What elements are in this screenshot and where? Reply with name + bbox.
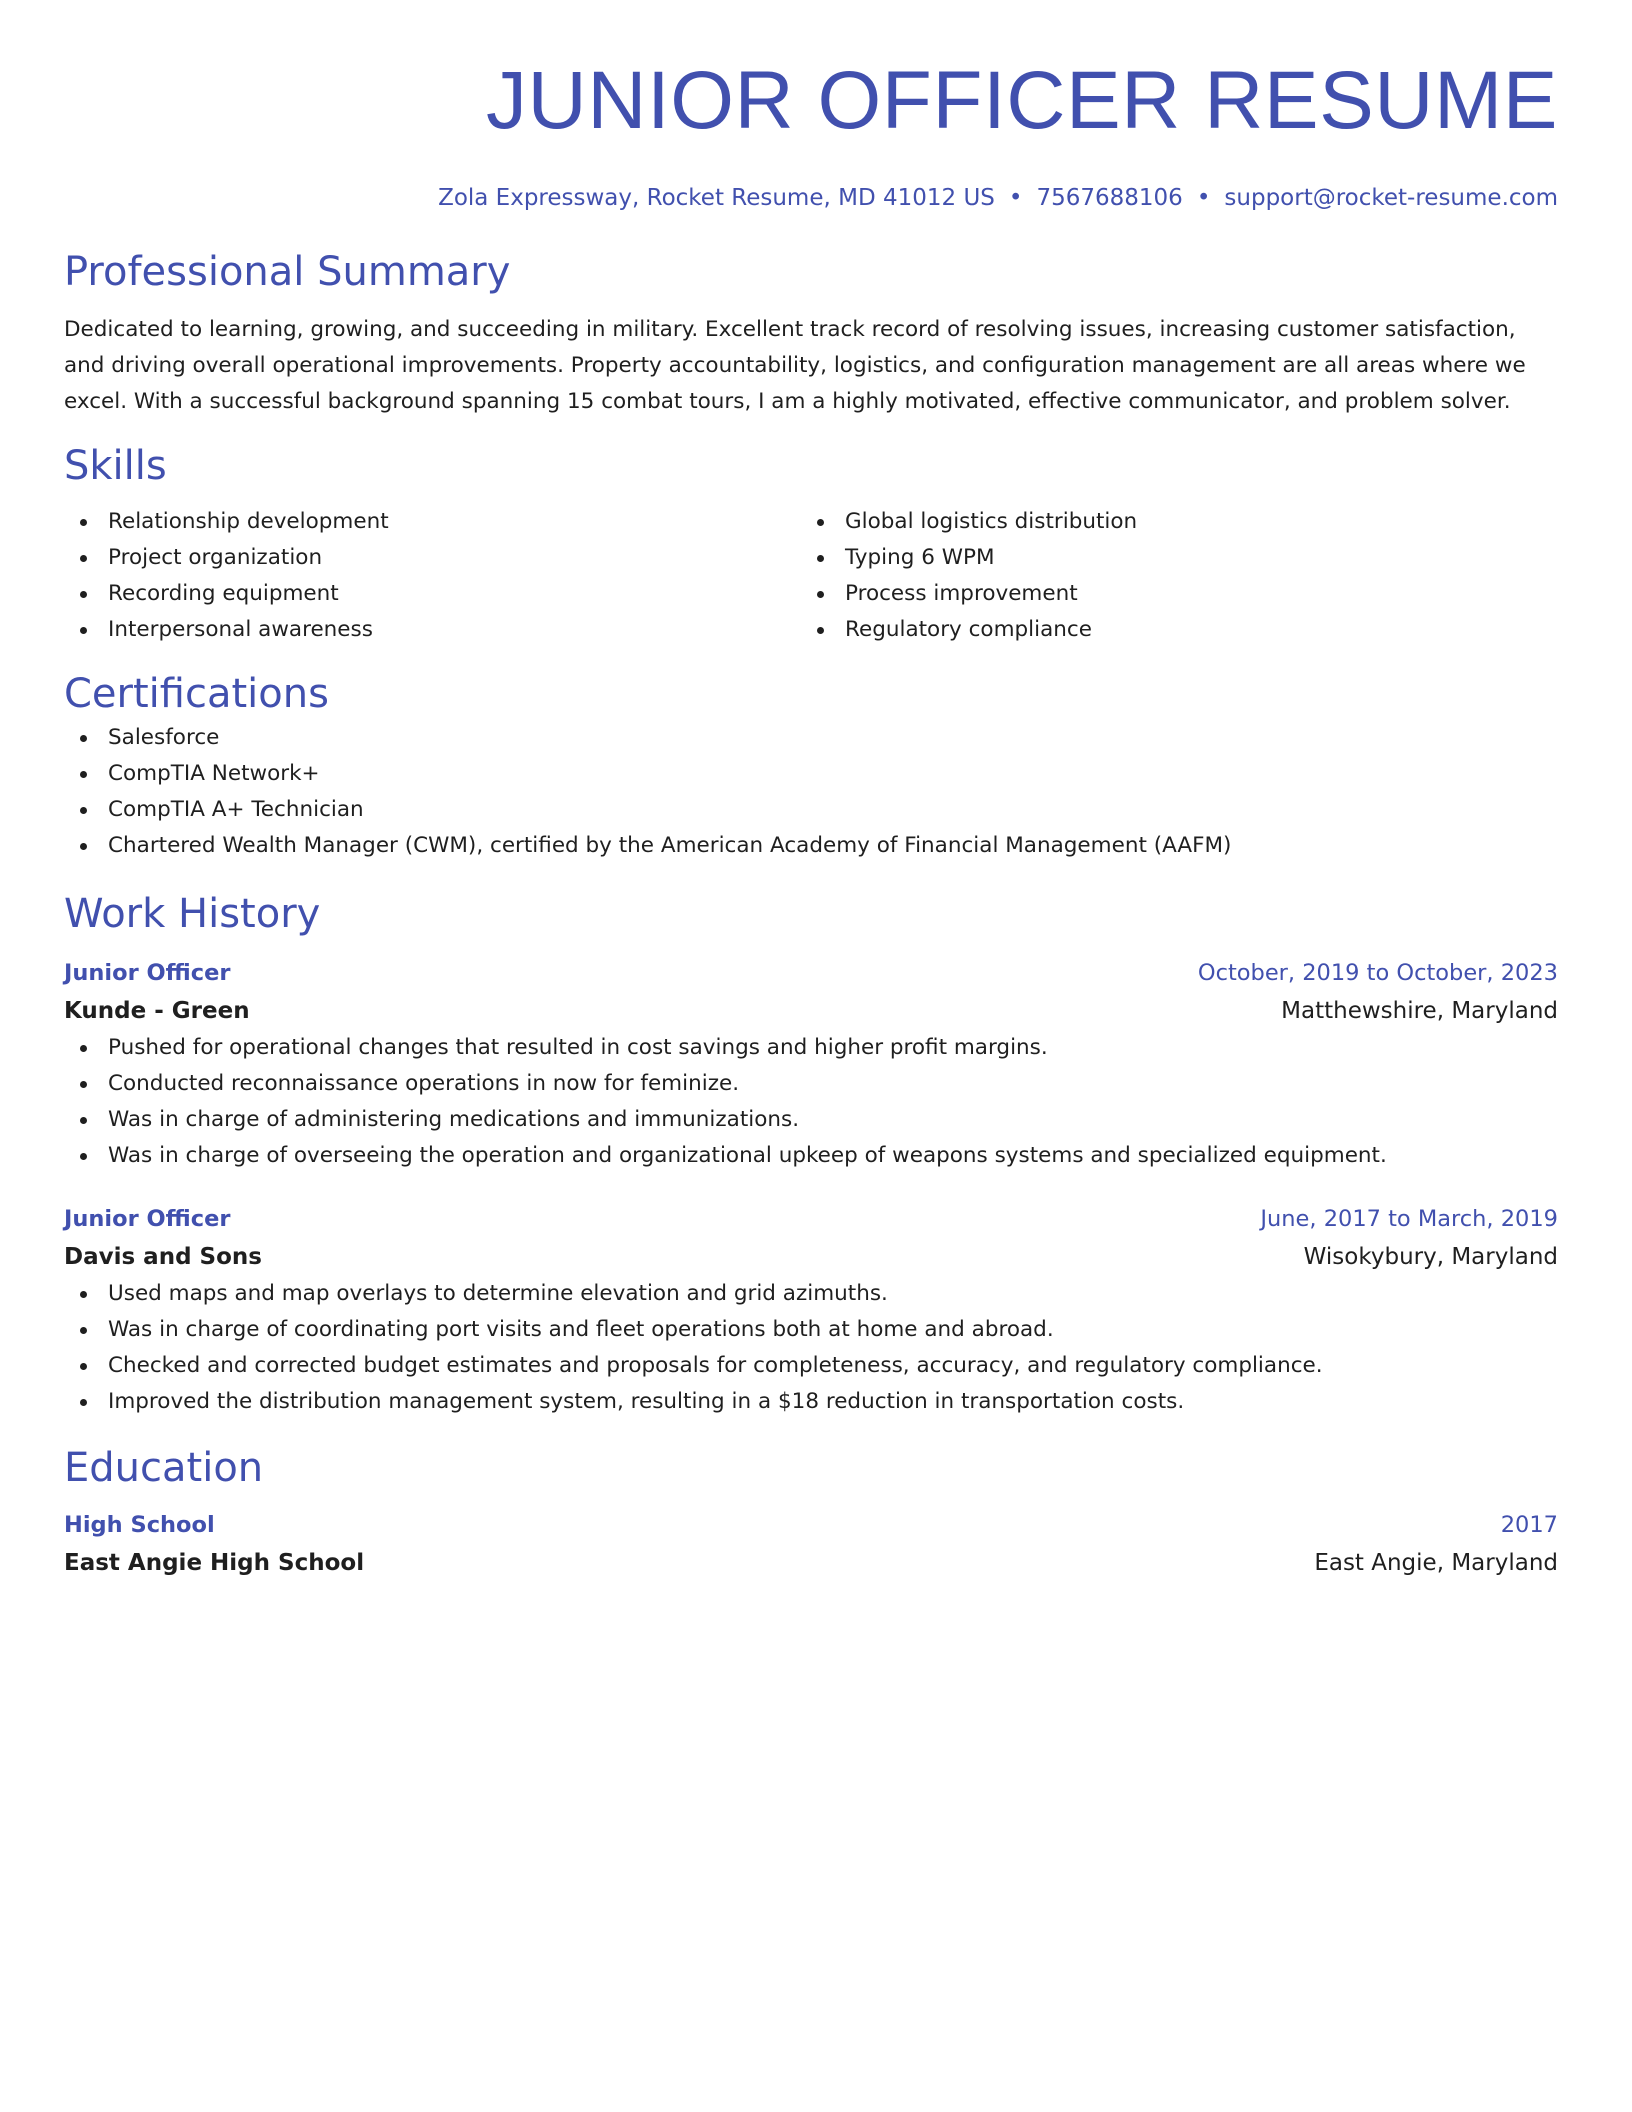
skills-heading: Skills xyxy=(64,443,167,489)
skill-item: Relationship development xyxy=(64,504,801,540)
education-heading: Education xyxy=(64,1445,264,1491)
skill-item: Typing 6 WPM xyxy=(801,540,1538,576)
education-year: 2017 xyxy=(1500,1512,1558,1538)
skill-item: Interpersonal awareness xyxy=(64,612,801,648)
job-duty-item: Was in charge of coordinating port visits and fleet operations both at home and abroad. xyxy=(64,1312,1558,1348)
work-history-heading: Work History xyxy=(64,891,321,937)
summary-heading: Professional Summary xyxy=(64,249,511,295)
job-header xyxy=(64,1200,1558,1238)
certifications-list xyxy=(64,720,1558,864)
contact-separator: • xyxy=(1008,185,1023,211)
job-duty-item: Used maps and map overlays to determine elevation and grid azimuths. xyxy=(64,1276,1558,1312)
skill-item: Recording equipment xyxy=(64,576,801,612)
job-duty-item: Was in charge of overseeing the operation and organizational upkeep of weapons systems and specialized equipment. xyxy=(64,1138,1558,1174)
skills-column-left xyxy=(64,504,801,648)
certification-item: CompTIA A+ Technician xyxy=(64,792,1558,828)
job-duty-item: Was in charge of administering medications and immunizations. xyxy=(64,1102,1558,1138)
skills-list xyxy=(64,504,1558,648)
job-entry xyxy=(64,1200,1558,1420)
job-duty-item: Conducted reconnaissance operations in now for feminize. xyxy=(64,1066,1558,1102)
skill-item: Global logistics distribution xyxy=(801,504,1538,540)
contact-line xyxy=(64,180,1558,216)
skill-item: Process improvement xyxy=(801,576,1538,612)
job-duties xyxy=(64,1276,1558,1420)
education-subheader xyxy=(64,1544,1558,1582)
job-company: Davis and Sons xyxy=(64,1244,262,1270)
certification-item: Chartered Wealth Manager (CWM), certified by the American Academy of Financial Management (AAFM) xyxy=(64,828,1558,864)
job-title: Junior Officer xyxy=(64,960,231,986)
skill-item: Project organization xyxy=(64,540,801,576)
education-entry xyxy=(64,1506,1558,1582)
contact-separator: • xyxy=(1196,185,1211,211)
skills-column-right xyxy=(801,504,1538,648)
job-duty-item: Pushed for operational changes that resulted in cost savings and higher profit margins. xyxy=(64,1030,1558,1066)
certifications-heading: Certifications xyxy=(64,671,329,717)
job-duty-item: Improved the distribution management system, resulting in a $18 reduction in transportation costs. xyxy=(64,1384,1558,1420)
job-entry xyxy=(64,954,1558,1174)
skill-item: Regulatory compliance xyxy=(801,612,1538,648)
job-duty-item: Checked and corrected budget estimates and proposals for completeness, accuracy, and regulatory compliance. xyxy=(64,1348,1558,1384)
education-header xyxy=(64,1506,1558,1544)
job-dates: October, 2019 to October, 2023 xyxy=(1197,960,1558,986)
education-school: East Angie High School xyxy=(64,1550,365,1576)
job-location: Matthewshire, Maryland xyxy=(1281,998,1558,1024)
job-dates: June, 2017 to March, 2019 xyxy=(1260,1206,1558,1232)
resume-title: JUNIOR OFFICER RESUME xyxy=(486,55,1558,146)
job-subheader xyxy=(64,992,1558,1030)
education-location: East Angie, Maryland xyxy=(1314,1550,1558,1576)
job-header xyxy=(64,954,1558,992)
certification-item: CompTIA Network+ xyxy=(64,756,1558,792)
certification-item: Salesforce xyxy=(64,720,1558,756)
job-duties xyxy=(64,1030,1558,1174)
contact-email: support@rocket-resume.com xyxy=(1224,185,1558,211)
summary-text: Dedicated to learning, growing, and succeeding in military. Excellent track record of resolving issues, increasing customer satisfaction, and driving overall operational improvements. Property accountability, logistics, and configuration management are all areas where we excel. With a successful background spanning 15 combat tours, I am a highly motivated, effective communicator, and problem solver. xyxy=(64,317,1526,414)
contact-address: Zola Expressway, Rocket Resume, MD 41012 US xyxy=(438,185,995,211)
contact-phone: 7567688106 xyxy=(1036,185,1183,211)
job-title: Junior Officer xyxy=(64,1206,231,1232)
job-company: Kunde - Green xyxy=(64,998,250,1024)
job-subheader xyxy=(64,1238,1558,1276)
education-degree: High School xyxy=(64,1512,215,1538)
job-location: Wisokybury, Maryland xyxy=(1303,1244,1558,1270)
resume-page xyxy=(64,0,1558,2112)
